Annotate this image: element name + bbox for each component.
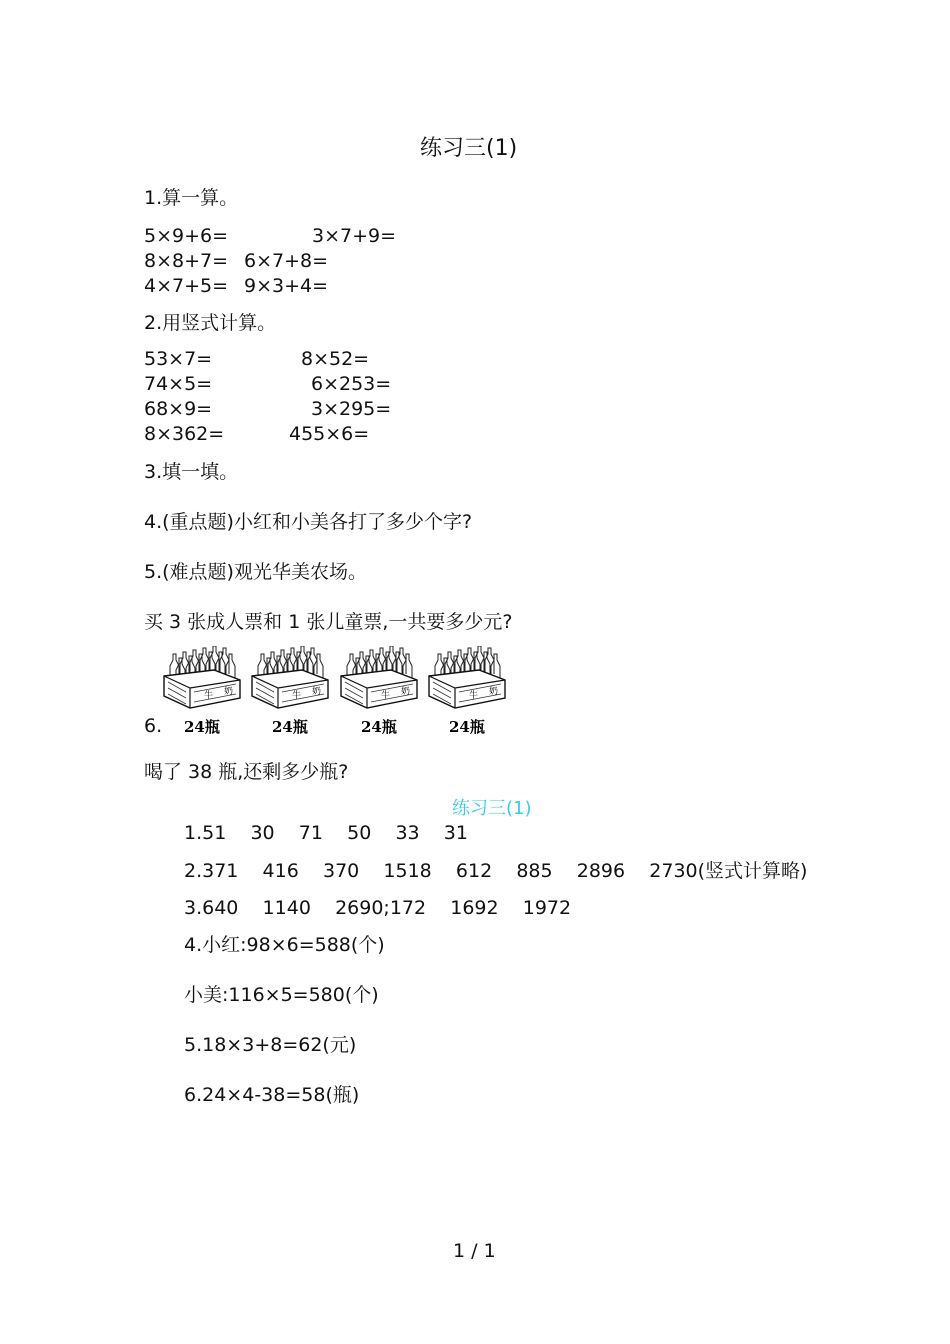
crate-tag: 牛 [204, 691, 214, 701]
crate-tag: 奶 [224, 687, 234, 697]
crate-count-label: 24瓶 [361, 718, 397, 736]
q1-expr: 3×7+9= [312, 225, 397, 247]
answer-line: 2.371 416 370 1518 612 885 2896 2730(竖式计算略) [184, 860, 808, 882]
q6-question: 喝了 38 瓶,还剩多少瓶? [144, 761, 349, 783]
crate-tag: 牛 [469, 691, 479, 701]
q4-heading: 4.(重点题)小红和小美各打了多少个字? [144, 511, 473, 533]
answers-title: 练习三(1) [452, 798, 532, 819]
q5-question: 买 3 张成人票和 1 张儿童票,一共要多少元? [144, 611, 513, 633]
q1-expr: 5×9+6= [144, 225, 229, 247]
crate-tag: 牛 [381, 691, 391, 701]
crate-tag: 奶 [401, 687, 411, 697]
answer-line: 4.小红:98×6=588(个) [184, 934, 385, 956]
q2-expr: 68×9= [144, 398, 213, 420]
q2-expr: 8×52= [301, 348, 370, 370]
page-number: 1 / 1 [453, 1240, 496, 1262]
q2-expr: 53×7= [144, 348, 213, 370]
q2-expr: 3×295= [311, 398, 392, 420]
q3-heading: 3.填一填。 [144, 461, 239, 483]
crate-count-label: 24瓶 [449, 718, 485, 736]
q5-heading: 5.(难点题)观光华美农场。 [144, 561, 367, 583]
q6-number: 6. [144, 715, 163, 737]
crate-tag: 奶 [312, 687, 322, 697]
page-title: 练习三(1) [420, 136, 518, 161]
q2-expr: 8×362= [144, 423, 225, 445]
q2-expr: 6×253= [311, 373, 392, 395]
q1-expr: 6×7+8= [244, 250, 329, 272]
q2-expr: 455×6= [289, 423, 370, 445]
crate-count-label: 24瓶 [184, 718, 220, 736]
answer-line: 3.640 1140 2690;172 1692 1972 [184, 897, 572, 919]
answer-line: 6.24×4-38=58(瓶) [184, 1084, 360, 1106]
milk-crate [252, 646, 328, 708]
milk-crate [429, 646, 505, 708]
answer-line: 1.51 30 71 50 33 31 [184, 822, 468, 844]
crate-count-label: 24瓶 [272, 718, 308, 736]
answer-line: 小美:116×5=580(个) [184, 984, 379, 1006]
answer-line: 5.18×3+8=62(元) [184, 1034, 357, 1056]
crate-tag: 奶 [489, 687, 499, 697]
milk-crates-illustration [160, 646, 510, 741]
q1-expr: 8×8+7= [144, 250, 229, 272]
crate-tag: 牛 [292, 691, 302, 701]
q1-expr: 4×7+5= [144, 275, 229, 297]
q1-heading: 1.算一算。 [144, 187, 239, 209]
milk-crate [164, 646, 240, 708]
q1-expr: 9×3+4= [244, 275, 329, 297]
q2-heading: 2.用竖式计算。 [144, 312, 277, 334]
q2-expr: 74×5= [144, 373, 213, 395]
milk-crate [341, 646, 417, 708]
